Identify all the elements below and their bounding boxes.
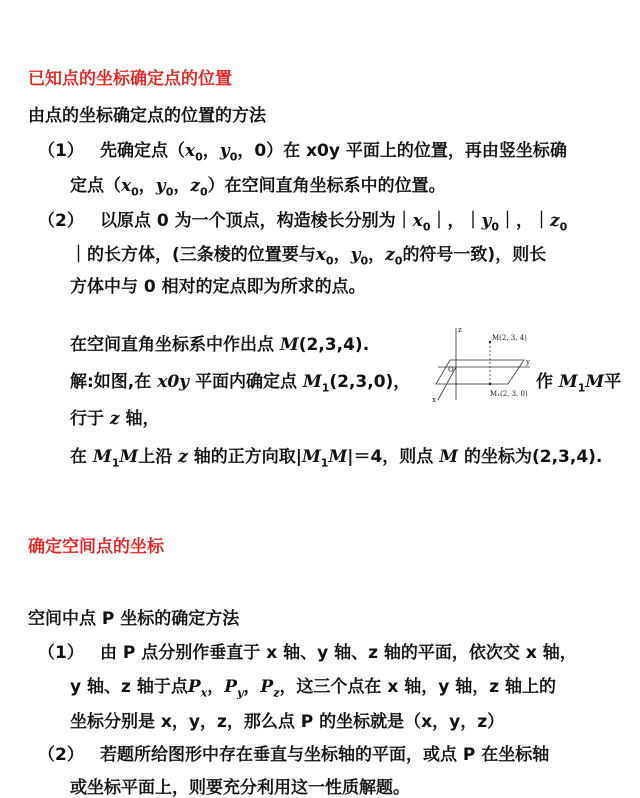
point-m-dot <box>489 341 491 343</box>
item2-line2: ｜的长方体，(三条棱的位置要与$x_0$，$y_0$，$z_0$的符号一致)，则长 <box>70 245 547 268</box>
label-m: M(2, 3, 4) <box>492 334 527 342</box>
example-line1: 在空间直角坐标系中作出点 M(2,3,4). <box>70 335 370 355</box>
item1-line1: 先确定点（$x_0$，$y_0$，0）在 x0y 平面上的位置，再由竖坐标确 <box>100 141 567 164</box>
item2-line3: 方体中与 0 相对的定点即为所求的点。 <box>70 277 366 297</box>
section1-subheading: 由点的坐标确定点的位置的方法 <box>28 106 266 126</box>
example-line4: 在 $M_1M$上沿 z 轴的正方向取$|M_1M|=4$，则点 M 的坐标为(2,3,4). <box>70 447 603 470</box>
example-line2: 解:如图,在 x0y 平面内确定点 $M_1(2,3,0)$， <box>70 372 411 395</box>
coordinate-figure <box>418 322 536 406</box>
s2-item1-number: （1） <box>38 643 84 663</box>
section1-heading: 已知点的坐标确定点的位置 <box>28 69 232 89</box>
item1-line2: 定点（$x_0$，$y_0$，$z_0$）在空间直角坐标系中的位置。 <box>70 176 446 199</box>
s2-item1-line2: y 轴、z 轴于点$P_x$，$P_y$，$P_z$，这三个点在 x 轴，y 轴，z 轴上的 <box>70 677 557 700</box>
s2-item1-line3: 坐标分别是 x，y，z，那么点 P 的坐标就是（x，y，z） <box>70 712 505 732</box>
section2-heading: 确定空间点的坐标 <box>28 537 164 557</box>
example-line2-right: 作 $M_1M$平 <box>536 372 622 395</box>
example-line3: 行于 z 轴， <box>70 409 160 429</box>
label-y: y <box>526 358 530 366</box>
label-m1: M₁(2, 3, 0) <box>490 390 528 398</box>
label-z: z <box>458 326 462 334</box>
s2-item2-number: （2） <box>38 745 84 765</box>
section2-subheading: 空间中点 P 坐标的确定方法 <box>28 609 240 629</box>
item1-number: （1） <box>38 141 84 161</box>
item2-line1: 以原点 0 为一个顶点，构造棱长分别为$|x_0|$，$|y_0|$，$|z_0$ <box>100 211 568 234</box>
point-m1-dot <box>489 383 491 385</box>
s2-item2-line1: 若题所给图形中存在垂直与坐标轴的平面，或点 P 在坐标轴 <box>100 745 550 765</box>
label-o: O <box>448 366 454 374</box>
label-x: x <box>432 396 436 404</box>
item2-number: （2） <box>38 211 84 231</box>
s2-item1-line1: 由 P 点分别作垂直于 x 轴、y 轴、z 轴的平面，依次交 x 轴， <box>100 643 577 663</box>
s2-item2-line2: 或坐标平面上，则要充分利用这一性质解题。 <box>70 778 410 798</box>
